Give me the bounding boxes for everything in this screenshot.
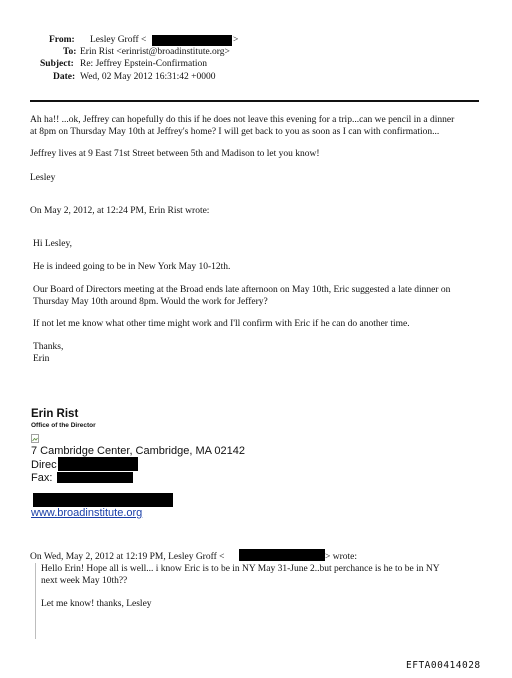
document-id: EFTA00414028 [406, 660, 481, 671]
quote1-attribution: On May 2, 2012, at 12:24 PM, Erin Rist wrote: [30, 206, 210, 216]
date-label: Date: [53, 72, 76, 82]
quote2-attribution-start: On Wed, May 2, 2012 at 12:19 PM, Lesley Groff < [30, 552, 225, 562]
signature-name: Erin Rist [31, 408, 79, 420]
reply-line-2: at 8pm on Thursday May 10th at Jeffrey's home? I will get back to you as soon as I can with confirmation... [30, 127, 440, 137]
quote2-line-1: Hello Erin! Hope all is well... i know Eric is to be in NY May 31-June 2..but perchance is he to be in NY [41, 564, 440, 574]
signature-direct-prefix: Direc [31, 459, 57, 471]
quote1-greeting: Hi Lesley, [33, 239, 72, 249]
redaction-fax-number [57, 472, 133, 483]
quote1-closing-name: Erin [33, 354, 50, 364]
quote1-p3: If not let me know what other time might work and I'll confirm with Eric if he can do another time. [33, 319, 410, 329]
quote2-attribution-end: > wrote: [325, 552, 358, 562]
redaction-direct-phone [58, 457, 138, 471]
quote1-p2-line1: Our Board of Directors meeting at the Broad ends late afternoon on May 10th, Eric suggested a late dinner on [33, 285, 451, 295]
signature-address: 7 Cambridge Center, Cambridge, MA 02142 [31, 445, 246, 457]
quote2-line-2: next week May 10th?? [41, 576, 128, 586]
reply-signoff: Lesley [30, 173, 56, 183]
from-value: Lesley Groff < [90, 35, 147, 45]
signature-fax-prefix: Fax: [31, 472, 53, 484]
to-value: Erin Rist <erinrist@broadinstitute.org> [80, 47, 230, 57]
to-label: To: [63, 47, 77, 57]
redaction-quote2-email [239, 549, 325, 561]
quote-bar [35, 563, 36, 639]
reply-line-3: Jeffrey lives at 9 East 71st Street between 5th and Madison to let you know! [30, 149, 320, 159]
quote1-closing-thanks: Thanks, [33, 342, 64, 352]
subject-value: Re: Jeffrey Epstein-Confirmation [80, 59, 207, 69]
redaction-from-email [152, 35, 232, 46]
from-label: From: [49, 35, 75, 45]
quote1-p1: He is indeed going to be in New York May 10-12th. [33, 262, 231, 272]
signature-title: Office of the Director [31, 422, 96, 429]
subject-label: Subject: [40, 59, 74, 69]
quote2-line-3: Let me know! thanks, Lesley [41, 599, 152, 609]
redaction-signature-email [33, 493, 173, 507]
website-link[interactable]: www.broadinstitute.org [31, 507, 143, 519]
quote1-p2-line2: Thursday May 10th around 8pm. Would the work for Jeffery? [33, 297, 268, 307]
header-divider [30, 100, 479, 102]
date-value: Wed, 02 May 2012 16:31:42 +0000 [80, 72, 216, 82]
broken-image-icon [31, 434, 39, 443]
from-tail: > [233, 35, 239, 45]
reply-line-1: Ah ha!! ...ok, Jeffrey can hopefully do this if he does not leave this evening for a trip...can we pencil in a dinner [30, 115, 455, 125]
